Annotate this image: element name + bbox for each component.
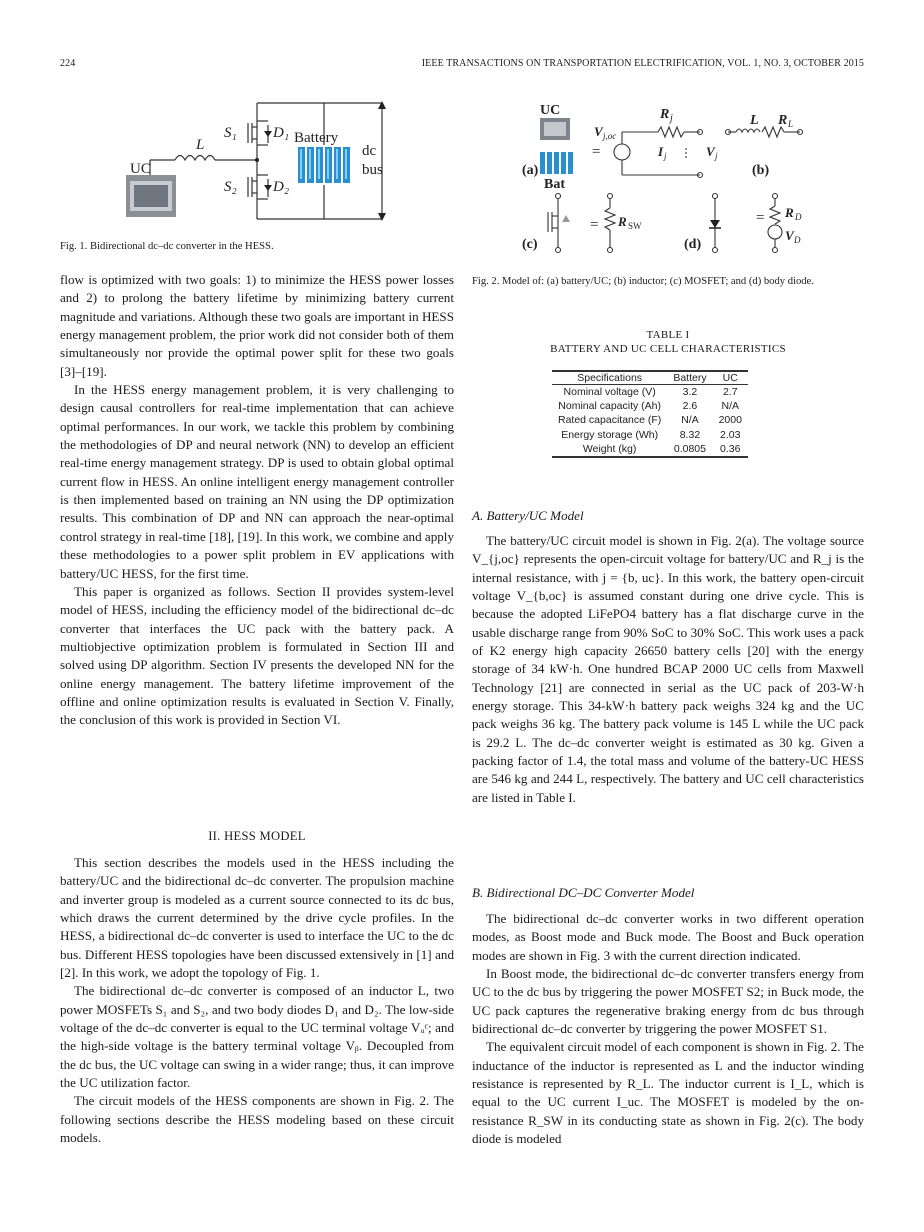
table-cell: Nominal capacity (Ah) xyxy=(558,400,661,413)
table-cell: 2.6 xyxy=(682,400,698,413)
svg-text:j,oc: j,oc xyxy=(603,131,617,141)
paragraph: The equivalent circuit model of each component is shown in Fig. 2. The inductance of the inductor is represented as L and the inductor winding resistance is represented by R_L. The inductor current is I_L, which is equal to the UC current I_uc. The MOSFET is modeled by the on-resistance R_SW in its conducting state as shown in Fig. 2(c). The body diode is modeled xyxy=(472,1039,864,1147)
svg-text:SW: SW xyxy=(628,221,642,231)
paragraph: This paper is organized as follows. Section II provides system-level model of HESS, including the efficiency model of the bidirectional dc–dc converter that interfaces the UC pack with the battery pack. A multiobjective optimization problem is formulated in Section III and solved using DP algorithm. Section IV presents the developed NN for the online energy management. The battery lifetime improvement of the offline and online optimization results is evaluated in Section V. Finally, the conclusion of this work is provided in Section VI. xyxy=(60,583,454,728)
fig1-s2-label: S₂ xyxy=(224,179,237,195)
fig1-s1-label: S₁ xyxy=(224,125,237,141)
fig2-panel-c: (c) xyxy=(522,237,538,252)
table-row xyxy=(552,442,748,457)
right-column-b xyxy=(472,910,864,1148)
paragraph: In the HESS energy management problem, it is very challenging to design causal controllers for real-time implementation that can achieve optimal performances. In our work, we tackle this problem by combining the methodologies of DP and neural network (NN) to develop an efficient real-time energy management strategy. DP is used to obtain global optimal current flow in HESS. An online intelligent energy management controller is then implemented based on training an NN using the DP optimization results. This combination of DP and NN can approach the near-optimal control strategy in real-time [18], [19]. In this work, we combine and apply these methodologies to a power split problem in EV applications with battery/UC HESS, for the first time. xyxy=(60,382,454,581)
paragraph: The circuit models of the HESS components are shown in Fig. 2. The following sections describe the HESS modeling based on these circuit models. xyxy=(60,1093,454,1146)
section-heading: II. HESS MODEL xyxy=(208,829,306,843)
table-header-cell: UC xyxy=(713,371,748,385)
left-column-section xyxy=(60,854,454,1148)
fig2-rl-label: R xyxy=(778,113,788,128)
table-header-cell: Battery xyxy=(667,371,712,385)
svg-text:=: = xyxy=(592,144,601,160)
table1 xyxy=(552,370,748,458)
fig1-inductor-label: L xyxy=(196,137,205,153)
table-header-cell: Specifications xyxy=(552,371,667,385)
paragraph: flow is optimized with two goals: 1) to minimize the HESS power losses and 2) to prolong the battery lifetime by minimizing battery current magnitude and variations. Although these two goals are important in HESS energy management problem, the prior work did not consider both of them simultaneously nor provide the optimal power split for these two goals [3]–[19]. xyxy=(60,272,454,379)
subsection-heading: B. Bidirectional DC–DC Converter Model xyxy=(472,885,695,900)
fig1-caption: Fig. 1. Bidirectional dc–dc converter in the HESS. xyxy=(60,241,274,252)
running-header: IEEE TRANSACTIONS ON TRANSPORTATION ELECTRIFICATION, VOL. 1, NO. 3, OCTOBER 2015 xyxy=(421,58,864,69)
paragraph: The bidirectional dc–dc converter works in two different operation modes, as Boost mode and Buck mode. The Boost and Buck operation modes are shown in Fig. 3 with the current direction indicated. xyxy=(472,911,864,963)
fig1-circuit-diagram xyxy=(120,85,420,230)
fig2-rd-label: R xyxy=(785,205,794,220)
table1-label: TABLE I xyxy=(646,329,690,341)
fig1-dc-label: dc xyxy=(362,143,377,159)
svg-text:D: D xyxy=(794,235,801,245)
fig1-battery-label: Battery xyxy=(294,130,339,146)
fig2-bat-label: Bat xyxy=(544,177,565,192)
fig2-panel-a: (a) xyxy=(522,163,539,178)
table-cell: N/A xyxy=(681,414,699,427)
table1-title xyxy=(472,328,864,356)
svg-text:L: L xyxy=(788,119,794,129)
fig2-circuit-models xyxy=(510,100,840,258)
page-number: 224 xyxy=(60,58,76,69)
fig1-d1-label: D₁ xyxy=(273,125,290,141)
table-cell: 2.7 xyxy=(722,386,738,398)
table-cell: Energy storage (Wh) xyxy=(561,428,659,441)
svg-text:j: j xyxy=(664,151,667,161)
fig2-vjoc-label: V xyxy=(594,124,603,139)
paragraph: The bidirectional dc–dc converter is composed of an inductor L, two power MOSFETs S₁ and S₂, and two body diodes D₁ and D₂. The low-side voltage of the dc–dc converter is equal to the UC terminal voltage Vᵤᶜ; and the high-side voltage is the battery terminal voltage Vᵦ. Decoupled from the dc bus, the UC voltage can swing in a wider range; thus, it can improve the UC utilization factor. xyxy=(60,983,454,1091)
svg-text:=: = xyxy=(590,217,599,233)
fig2-rsw-label: R xyxy=(618,214,627,229)
subsection-heading: A. Battery/UC Model xyxy=(472,508,584,523)
fig2-l-label: L xyxy=(750,113,759,128)
table-cell: 0.0805 xyxy=(673,442,706,455)
svg-text:j: j xyxy=(670,113,673,124)
fig2-rj-label: R xyxy=(660,107,670,122)
fig2-ij-label: I xyxy=(658,144,664,159)
left-column xyxy=(60,271,454,730)
svg-text:D: D xyxy=(795,212,802,222)
fig2-panel-b: (b) xyxy=(752,163,770,178)
table-cell: 2000 xyxy=(718,414,742,427)
fig2-vd-label: V xyxy=(785,228,794,243)
table-row xyxy=(552,428,748,442)
paragraph: The battery/UC circuit model is shown in Fig. 2(a). The voltage source V_{j,oc} represents the open-circuit voltage for battery/UC and R_j is the internal resistance, with j = {b, uc}. In this work, the battery open-circuit voltage V_{b,oc} is assumed constant during one drive cycle. This is because the adopted LiFePO4 battery has a flat discharge curve in the usable discharge range from 90% SoC to 30% SoC. This work uses a pack of K2 energy high capacity 26650 battery cells [20] with the energy storage of 34 kW·h. One hundred BCAP 2000 UC cells from Maxwell Technology [21] are connected in serial as the UC pack of 203-W·h energy storage. This 34-kW·h battery pack weighs 324 kg and the UC pack weighs 36 kg. The battery pack volume is 145 L while the UC pack is 29.2 L. The dc–dc converter weight is estimated as 30 kg. Given a packing factor of 1.4, the total mass and volume of the battery-UC HESS are 546 kg and 244 L, respectively. The battery and UC cell characteristics are listed in Table I. xyxy=(472,533,864,805)
paragraph: In Boost mode, the bidirectional dc–dc converter transfers energy from UC to the dc bus by triggering the power MOSFET S2; in Buck mode, the UC pack captures the regenerative braking energy from dc bus through bidirectional dc–dc converter by triggering the power MOSFET S1. xyxy=(472,966,864,1037)
table-cell: N/A xyxy=(721,400,740,413)
fig1-d2-label: D₂ xyxy=(273,179,290,195)
table-cell: 0.36 xyxy=(720,442,741,455)
table-cell: Weight (kg) xyxy=(582,442,637,455)
fig2-caption: Fig. 2. Model of: (a) battery/UC; (b) inductor; (c) MOSFET; and (d) body diode. xyxy=(472,276,814,287)
table-cell: 3.2 xyxy=(682,386,698,398)
table-cell: 2.03 xyxy=(720,428,741,441)
fig1-bus-label: bus xyxy=(362,162,383,178)
fig2-uc-label: UC xyxy=(540,103,561,118)
table-cell: 8.32 xyxy=(679,428,701,441)
fig2-panel-d: (d) xyxy=(684,237,702,252)
fig2-vj-label: V xyxy=(706,144,715,159)
right-column-a xyxy=(472,532,864,807)
svg-text:j: j xyxy=(715,151,718,161)
fig1-uc-label: UC xyxy=(130,161,151,177)
table-header-row xyxy=(552,371,748,385)
table-row xyxy=(552,399,748,413)
table-cell: Nominal voltage (V) xyxy=(563,386,656,398)
table-cell: Rated capacitance (F) xyxy=(558,414,662,427)
svg-text:=: = xyxy=(756,210,765,226)
table1-caption: BATTERY AND UC CELL CHARACTERISTICS xyxy=(550,343,786,355)
table-row xyxy=(552,385,748,400)
paragraph: This section describes the models used in the HESS including the battery/UC and the bidirectional dc–dc converter. The propulsion machine and inverter group is modeled as a current source connected to its dc bus, which draws the current determined by the drive cycle profiles. In the HESS, a bidirectional dc–dc converter is used to interface the UC to the dc bus. Different HESS topologies have been discussed extensively in [1] and [2]. In this work, we adopt the topology of Fig. 1. xyxy=(60,855,454,981)
table-row xyxy=(552,413,748,427)
